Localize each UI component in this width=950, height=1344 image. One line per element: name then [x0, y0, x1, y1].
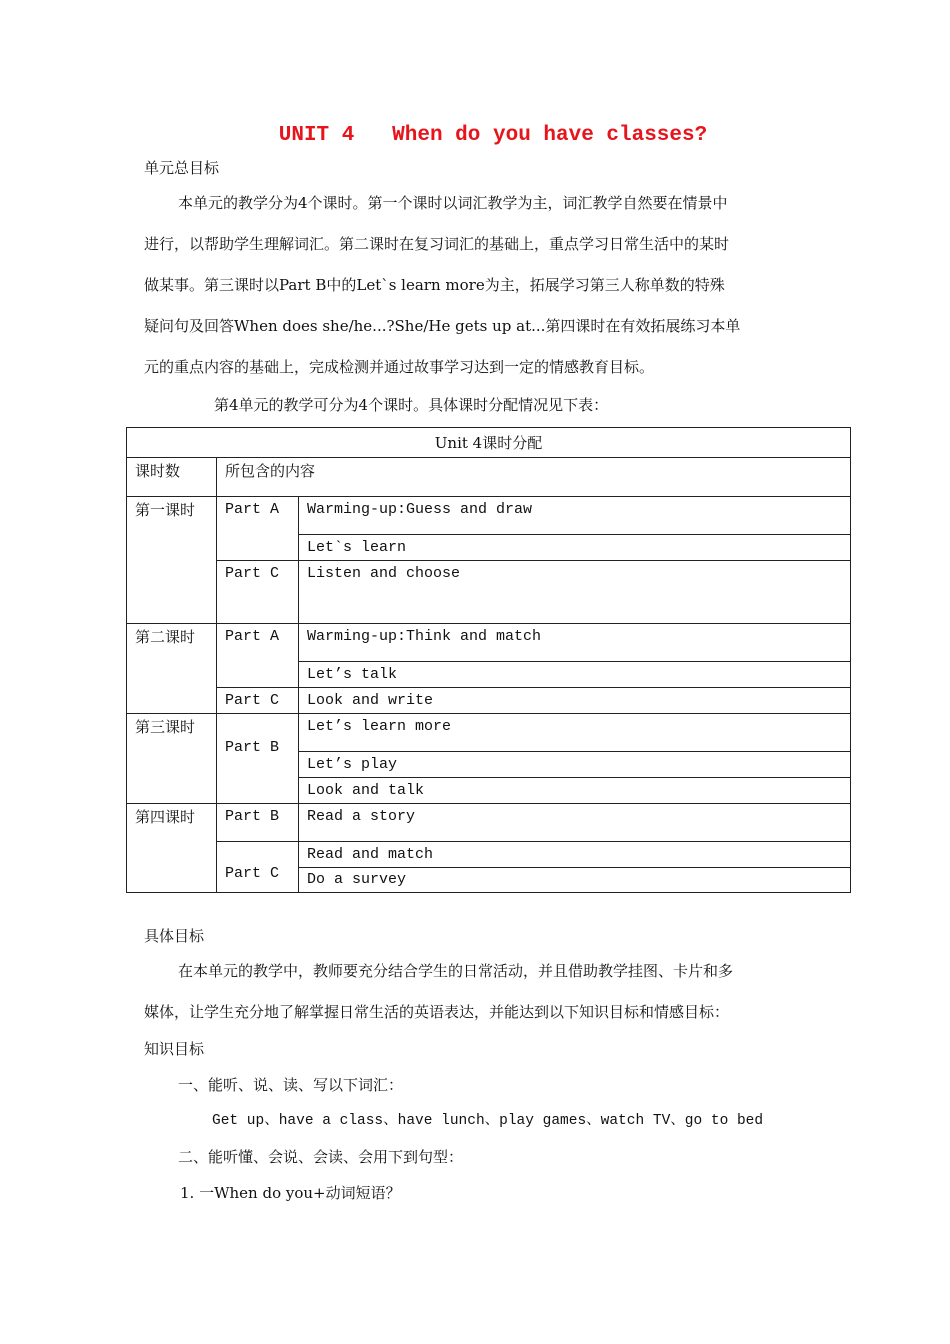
lesson-3-name: 第三课时	[127, 714, 217, 804]
lesson-1-part-c: Part C	[217, 561, 299, 624]
page-title: UNIT 4 When do you have classes?	[278, 124, 708, 147]
lesson-1-part-a: Part A	[217, 497, 299, 561]
lesson-1-item-3: Listen and choose	[299, 561, 851, 624]
lesson-2-item-2: Let’s talk	[299, 662, 851, 688]
lesson-2-item-3: Look and write	[299, 688, 851, 714]
table-intro: 第4单元的教学可分为4个课时。具体课时分配情况见下表：	[214, 396, 609, 414]
intro-line-2: 进行，以帮助学生理解词汇。第二课时在复习词汇的基础上，重点学习日常生活中的某时	[144, 235, 730, 253]
lesson-2-item-1: Warming-up:Think and match	[299, 624, 851, 662]
lesson-1-item-2: Let`s learn	[299, 535, 851, 561]
lesson-3-item-3: Look and talk	[299, 778, 851, 804]
item-2: 二、能听懂、会说、会读、会用下到句型：	[178, 1148, 464, 1166]
lesson-1-item-1: Warming-up:Guess and draw	[299, 497, 851, 535]
item-1: 一、能听、说、读、写以下词汇：	[178, 1076, 404, 1094]
header-content: 所包含的内容	[217, 458, 851, 497]
lesson-4-name: 第四课时	[127, 804, 217, 893]
lesson-2-name: 第二课时	[127, 624, 217, 714]
section-heading-knowledge: 知识目标	[144, 1040, 205, 1058]
intro-line-4: 疑问句及回答When does she/he...?She/He gets up at...第四课时在有效拓展练习本单	[144, 317, 741, 335]
intro-line-3: 做某事。第三课时以Part B中的Let`s learn more为主，拓展学习第三人称单数的特殊	[144, 276, 725, 294]
goal-line-1: 在本单元的教学中，教师要充分结合学生的日常活动，并且借助教学挂图、卡片和多	[178, 962, 734, 980]
lesson-4-part-b: Part B	[217, 804, 299, 842]
lesson-1-name: 第一课时	[127, 497, 217, 624]
header-lessons: 课时数	[127, 458, 217, 497]
lesson-4-item-3: Do a survey	[299, 868, 851, 893]
lesson-2-part-a: Part A	[217, 624, 299, 688]
sentence-1: 1. 一When do you+动词短语？	[180, 1184, 401, 1202]
intro-line-5: 元的重点内容的基础上，完成检测并通过故事学习达到一定的情感教育目标。	[144, 358, 655, 376]
intro-line-1: 本单元的教学分为4个课时。第一个课时以词汇教学为主，词汇教学自然要在情景中	[178, 194, 728, 212]
lesson-3-item-2: Let’s play	[299, 752, 851, 778]
section-heading-unit-goals: 单元总目标	[144, 159, 220, 177]
lesson-allocation-table	[126, 427, 851, 893]
lesson-4-item-1: Read a story	[299, 804, 851, 842]
goal-line-2: 媒体，让学生充分地了解掌握日常生活的英语表达，并能达到以下知识目标和情感目标：	[144, 1003, 730, 1021]
lesson-4-item-2: Read and match	[299, 842, 851, 868]
lesson-3-item-1: Let’s learn more	[299, 714, 851, 752]
lesson-3-part-b: Part B	[217, 714, 299, 804]
vocab-list: Get up、have a class、have lunch、play games、watch TV、go to bed	[212, 1113, 764, 1129]
lesson-4-part-c: Part C	[217, 842, 299, 893]
section-heading-specific-goals: 具体目标	[144, 927, 205, 945]
lesson-2-part-c: Part C	[217, 688, 299, 714]
table-caption: Unit 4课时分配	[127, 428, 851, 458]
